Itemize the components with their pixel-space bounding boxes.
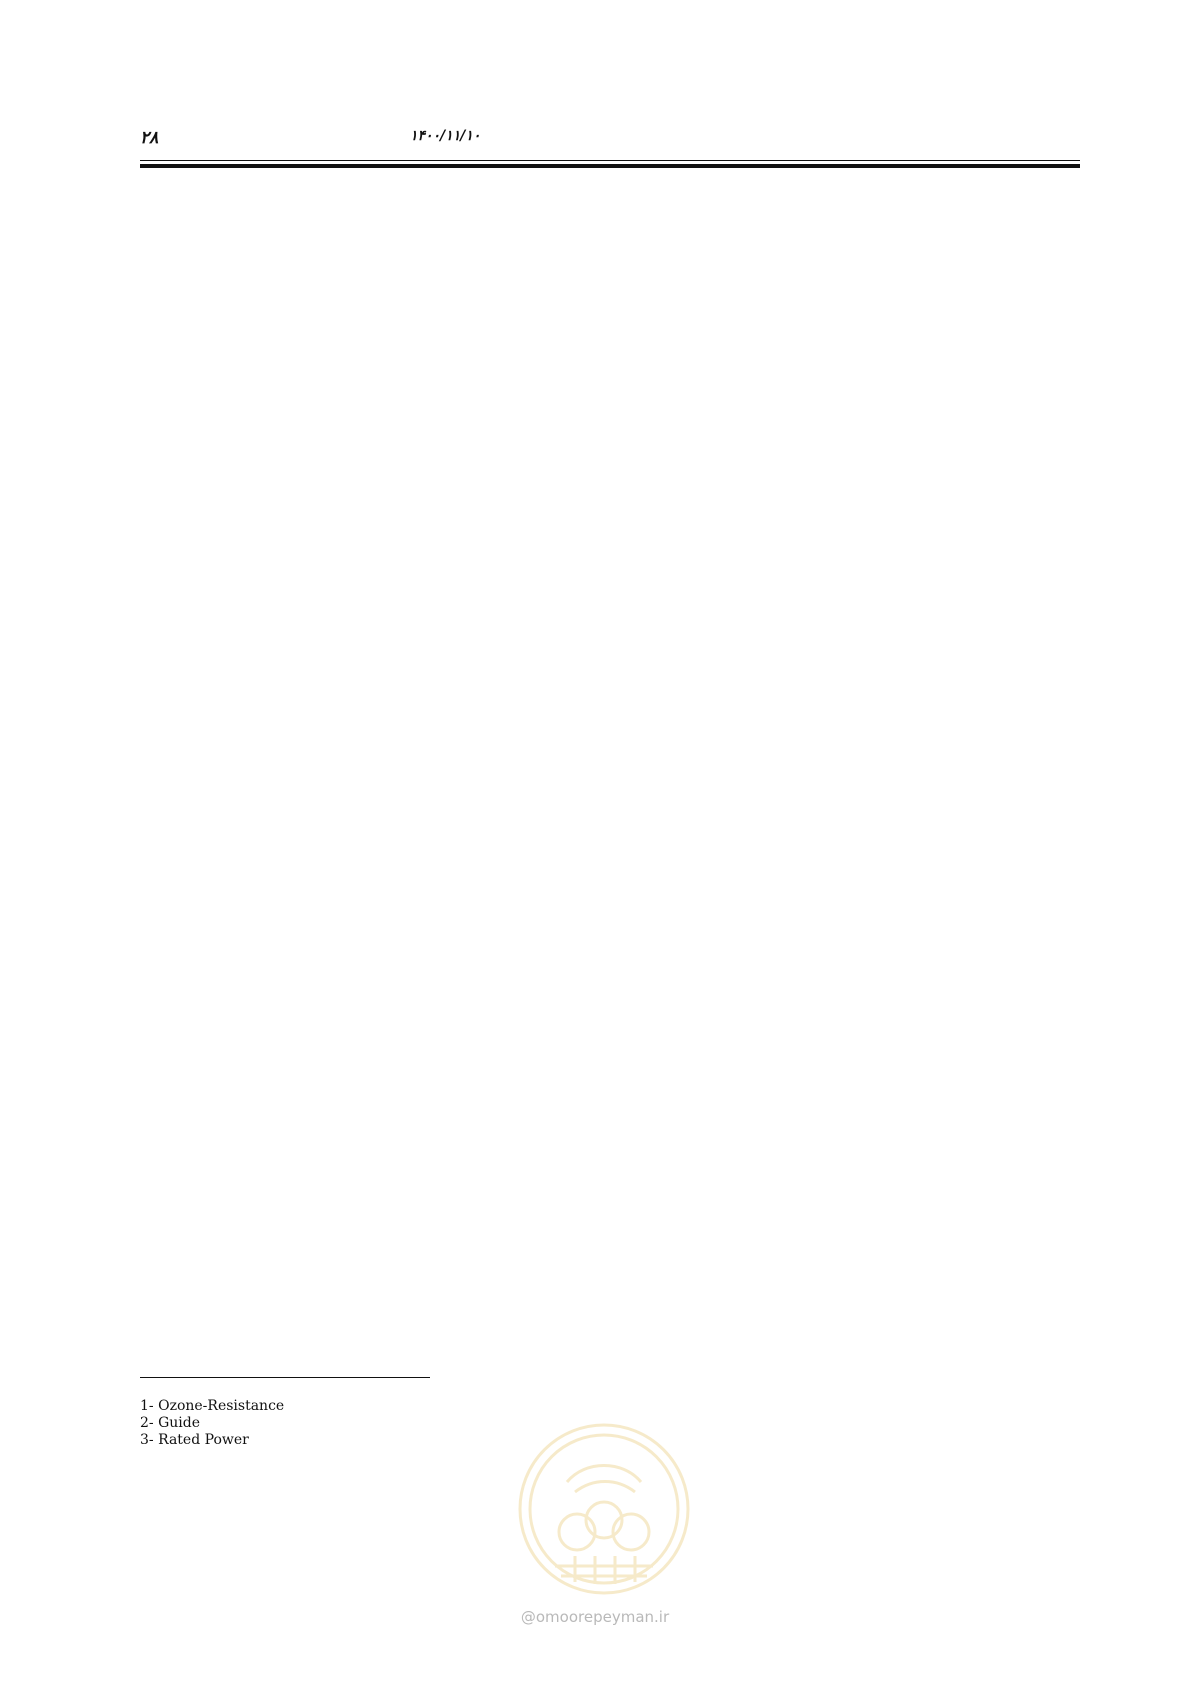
section-heading	[140, 206, 1080, 232]
footnote: 1- Ozone-Resistance	[140, 1398, 285, 1414]
section-heading	[140, 408, 1080, 434]
watermark-url: @omoorepeyman.ir	[520, 1608, 670, 1626]
body-paragraph	[140, 706, 1080, 740]
page-number: ۲۸	[140, 128, 159, 148]
document-body	[140, 206, 1080, 774]
footnote-rule	[140, 1377, 430, 1378]
footnote: 2- Guide	[140, 1415, 201, 1431]
header-date: ۱۴۰۰/۱۱/۱۰	[410, 128, 481, 144]
header-rule-thick	[140, 164, 1080, 168]
watermark-seal-icon	[515, 1420, 693, 1598]
footnote: 3- Rated Power	[140, 1432, 249, 1448]
body-paragraph	[140, 672, 1080, 706]
section-heading	[140, 350, 1080, 376]
body-paragraph	[140, 284, 1080, 318]
page-header	[140, 128, 1080, 154]
body-paragraph	[140, 562, 1080, 596]
header-rule-thin	[140, 160, 1080, 161]
body-paragraph	[140, 452, 1080, 486]
body-paragraph	[140, 250, 1080, 284]
body-paragraph	[140, 740, 1080, 774]
section-heading	[140, 518, 1080, 544]
section-heading	[140, 628, 1080, 654]
